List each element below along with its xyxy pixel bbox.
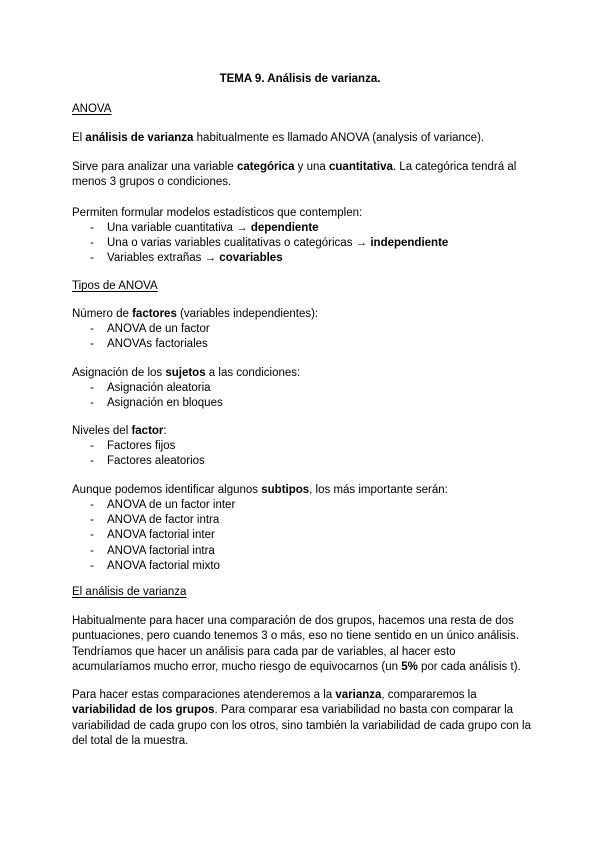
levels-list bbox=[72, 439, 205, 469]
paragraph-serve: Sirve para analizar una variable categórica y una cuantitativa. La categórica tendrá al menos 3 grupos o condiciones. bbox=[72, 161, 517, 189]
paragraph-subjects-intro: Asignación de los sujetos a las condiciones: bbox=[72, 367, 301, 379]
document-title: TEMA 9. Análisis de varianza. bbox=[219, 73, 381, 85]
paragraph-factors-intro: Número de factores (variables independientes): bbox=[72, 308, 319, 320]
heading-tipos-anova: Tipos de ANOVA bbox=[72, 280, 158, 292]
paragraph-varianza: Para hacer estas comparaciones atenderemos a la varianza, compararemos la variabilidad de los grupos. Para comparar esa variabilidad no basta con comparar la variabilidad de cada grupo con los otros, sino también la variabilidad de cada grupo con la del total de la muestra. bbox=[72, 689, 532, 748]
heading-anova: ANOVA bbox=[72, 103, 112, 115]
subtypes-list bbox=[72, 498, 235, 574]
list-item: - Variables extrañas → covariables bbox=[90, 252, 283, 265]
paragraph-comparison: Habitualmente para hacer una comparación de dos grupos, hacemos una resta de dos puntuaciones, pero cuando tenemos 3 o más, eso no tiene sentido en un único análisis. Tendríamos que hacer un análisis para cada par de variables, al hacer esto acumularíamos mucho error, mucho riesgo de equivocarnos (un 5% por cada análisis t). bbox=[72, 615, 521, 674]
list-item: - ANOVA factorial intra bbox=[90, 544, 215, 557]
heading-analisis-varianza: El análisis de varianza bbox=[72, 586, 187, 598]
subjects-list bbox=[72, 381, 223, 411]
list-item: - ANOVAs factoriales bbox=[90, 338, 208, 351]
list-item: - Asignación en bloques bbox=[90, 397, 223, 410]
list-item: - ANOVA factorial mixto bbox=[90, 559, 220, 572]
paragraph-anova-definition: El análisis de varianza habitualmente es llamado ANOVA (analysis of variance). bbox=[72, 132, 485, 144]
list-item: - Una variable cuantitativa → dependiente bbox=[90, 222, 319, 234]
list-item: - ANOVA de un factor bbox=[90, 323, 210, 335]
paragraph-levels-intro: Niveles del factor: bbox=[72, 425, 167, 437]
paragraph-subtypes-intro: Aunque podemos identificar algunos subtipos, los más importante serán: bbox=[72, 484, 448, 496]
list-item: - ANOVA factorial inter bbox=[90, 529, 215, 542]
models-list bbox=[72, 221, 448, 267]
paragraph-models-intro: Permiten formular modelos estadísticos que contemplen: bbox=[72, 207, 363, 219]
factors-list bbox=[72, 322, 210, 352]
list-item: - ANOVA de factor intra bbox=[90, 514, 220, 527]
list-item: - Asignación aleatoria bbox=[90, 382, 211, 394]
list-item: - Factores aleatorios bbox=[90, 455, 205, 468]
list-item: - ANOVA de un factor inter bbox=[90, 499, 236, 511]
list-item: - Una o varias variables cualitativas o categóricas → independiente bbox=[90, 237, 449, 250]
list-item: - Factores fijos bbox=[90, 440, 176, 452]
